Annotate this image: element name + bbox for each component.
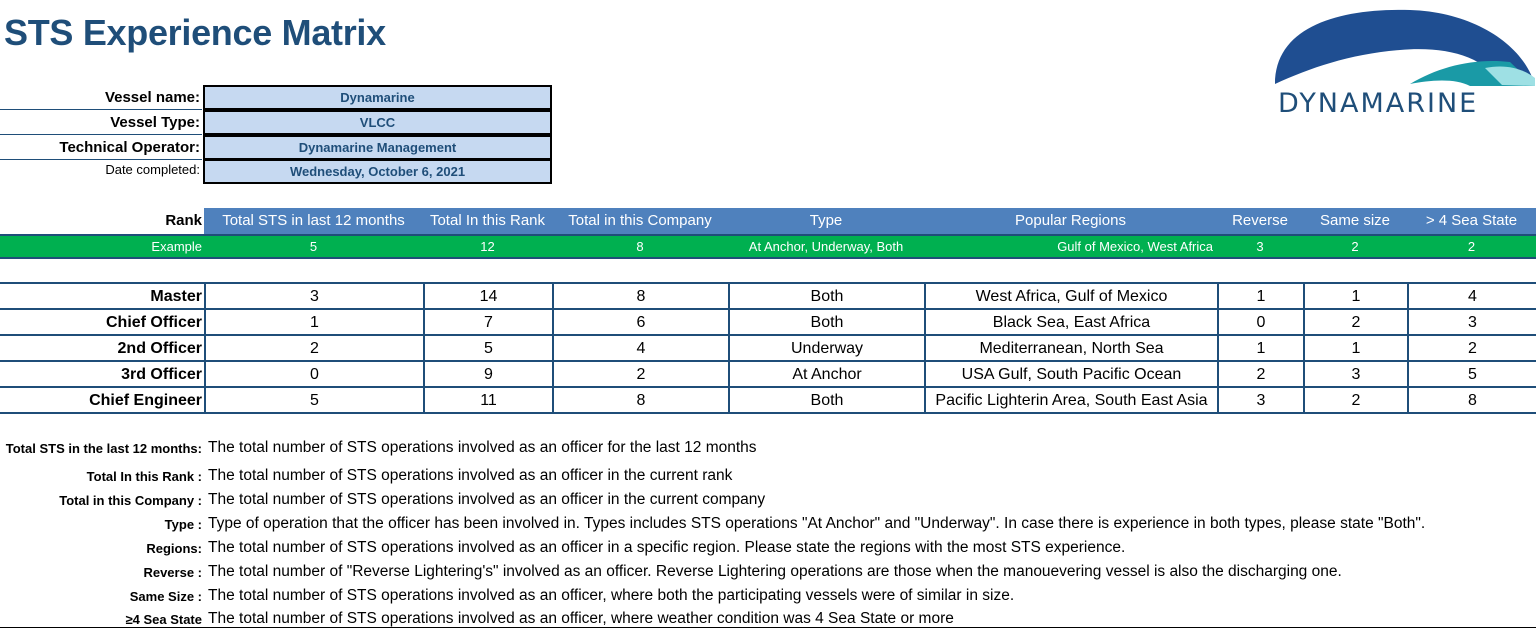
header-rank: Rank (0, 208, 204, 234)
vessel-type-label: Vessel Type: (0, 110, 202, 135)
cell-total-sts[interactable]: 5 (204, 388, 423, 412)
bottom-divider (0, 627, 1536, 628)
row-rank: Master (150, 288, 202, 305)
technical-operator-field[interactable]: Dynamarine Management (203, 135, 552, 160)
cell-total-company[interactable]: 4 (552, 336, 728, 360)
cell-sea-state[interactable]: 8 (1407, 388, 1536, 412)
cell-total-company[interactable]: 6 (552, 310, 728, 334)
legend-item (0, 467, 1536, 489)
header-total-company: Total in this Company (552, 208, 728, 234)
header-total-sts: Total STS in last 12 months (204, 208, 423, 234)
cell-total-rank[interactable]: 9 (423, 362, 552, 386)
row-rank: Chief Officer (105, 314, 202, 331)
example-reverse: 3 (1256, 239, 1264, 254)
table-row (0, 336, 1536, 362)
cell-regions[interactable]: Black Sea, East Africa (924, 310, 1217, 334)
cell-same-size[interactable]: 1 (1303, 284, 1407, 308)
cell-total-rank[interactable]: 5 (423, 336, 552, 360)
cell-sea-state[interactable]: 4 (1407, 284, 1536, 308)
vessel-name-label: Vessel name: (0, 85, 202, 110)
legend-label: Type : (164, 517, 202, 532)
cell-sea-state[interactable]: 3 (1407, 310, 1536, 334)
cell-type[interactable]: Both (728, 284, 924, 308)
example-total-sts: 5 (309, 239, 318, 254)
date-completed-label: Date completed: (105, 162, 200, 177)
vessel-name-field[interactable]: Dynamarine (203, 85, 552, 110)
date-completed-field[interactable]: Wednesday, October 6, 2021 (203, 159, 552, 184)
header-sea-state: > 4 Sea State (1407, 208, 1536, 234)
example-same-size: 2 (1351, 239, 1359, 254)
cell-total-company[interactable]: 8 (552, 284, 728, 308)
legend-item (0, 439, 1536, 461)
table-row (0, 362, 1536, 388)
cell-type[interactable]: Underway (728, 336, 924, 360)
example-rank: Example (151, 239, 202, 254)
cell-same-size[interactable]: 3 (1303, 362, 1407, 386)
cell-total-sts[interactable]: 3 (204, 284, 423, 308)
legend-label: Total In this Rank : (86, 469, 202, 484)
cell-reverse[interactable]: 3 (1217, 388, 1303, 412)
cell-same-size[interactable]: 1 (1303, 336, 1407, 360)
example-total-company: 8 (636, 239, 644, 254)
cell-same-size[interactable]: 2 (1303, 388, 1407, 412)
legend-item (0, 515, 1536, 537)
cell-regions[interactable]: Pacific Lighterin Area, South East Asia (924, 388, 1217, 412)
cell-type[interactable]: At Anchor (728, 362, 924, 386)
table-header (0, 208, 1536, 234)
header-type: Type (728, 208, 924, 234)
vessel-type-field[interactable]: VLCC (203, 110, 552, 135)
header-total-rank: Total In this Rank (423, 208, 552, 234)
cell-same-size[interactable]: 2 (1303, 310, 1407, 334)
legend-text: The total number of STS operations involved as an officer in the current company (208, 491, 766, 508)
legend-label: Reverse : (143, 565, 202, 580)
cell-reverse[interactable]: 2 (1217, 362, 1303, 386)
example-total-rank: 12 (480, 239, 495, 254)
legend-item (0, 491, 1536, 513)
legend-item (0, 587, 1536, 609)
legend-label: Same Size : (129, 589, 202, 604)
table-row (0, 284, 1536, 310)
table-row (0, 388, 1536, 414)
legend-label: ≥4 Sea State (125, 612, 202, 627)
legend-text: The total number of STS operations involved as an officer, where weather condition was 4 Sea State or more (208, 610, 954, 627)
cell-reverse[interactable]: 0 (1217, 310, 1303, 334)
example-sea-state: 2 (1467, 239, 1476, 254)
legend-label: Regions: (146, 541, 202, 556)
cell-reverse[interactable]: 1 (1217, 284, 1303, 308)
cell-total-sts[interactable]: 2 (204, 336, 423, 360)
cell-regions[interactable]: West Africa, Gulf of Mexico (924, 284, 1217, 308)
cell-total-rank[interactable]: 11 (423, 388, 552, 412)
cell-type[interactable]: Both (728, 310, 924, 334)
legend-text: The total number of STS operations involved as an officer for the last 12 months (208, 439, 757, 456)
page-title: STS Experience Matrix (4, 12, 386, 53)
header-reverse: Reverse (1217, 208, 1303, 234)
legend-text: The total number of STS operations involved as an officer in the current rank (208, 467, 733, 484)
legend-text: The total number of "Reverse Lightering's" involved as an officer. Reverse Lightering operations are those when the manouevering vessel is also the discharging one. (208, 563, 1342, 580)
cell-regions[interactable]: USA Gulf, South Pacific Ocean (924, 362, 1217, 386)
cell-total-company[interactable]: 2 (552, 362, 728, 386)
table-row (0, 310, 1536, 336)
cell-sea-state[interactable]: 2 (1407, 336, 1536, 360)
legend-text: The total number of STS operations involved as an officer in a specific region. Please state the regions with the most STS experience. (208, 539, 1126, 556)
cell-total-rank[interactable]: 7 (423, 310, 552, 334)
cell-regions[interactable]: Mediterranean, North Sea (924, 336, 1217, 360)
cell-total-sts[interactable]: 1 (204, 310, 423, 334)
cell-sea-state[interactable]: 5 (1407, 362, 1536, 386)
legend-label: Total STS in the last 12 months: (5, 441, 202, 456)
technical-operator-label: Technical Operator: (0, 135, 202, 160)
cell-type[interactable]: Both (728, 388, 924, 412)
legend-text: Type of operation that the officer has been involved in. Types includes STS operations "At Anchor" and "Underway". In case there is experience in both types, please state "Both". (208, 515, 1426, 532)
row-rank: Chief Engineer (89, 392, 202, 409)
cell-total-sts[interactable]: 0 (204, 362, 423, 386)
header-same-size: Same size (1303, 208, 1407, 234)
logo-text: DYNAMARINE (1278, 88, 1479, 119)
legend-item (0, 563, 1536, 585)
cell-total-rank[interactable]: 14 (423, 284, 552, 308)
legend-text: The total number of STS operations involved as an officer, where both the participating vessels were of similar in size. (208, 587, 1015, 604)
legend-label: Total in this Company : (59, 493, 202, 508)
example-row (0, 234, 1536, 259)
example-type: At Anchor, Underway, Both (748, 239, 904, 254)
example-regions: Gulf of Mexico, West Africa (1057, 239, 1213, 254)
header-regions: Popular Regions (924, 208, 1217, 234)
legend-item (0, 539, 1536, 561)
cell-total-company[interactable]: 8 (552, 388, 728, 412)
row-rank: 2nd Officer (117, 340, 202, 357)
row-rank: 3rd Officer (121, 366, 202, 383)
cell-reverse[interactable]: 1 (1217, 336, 1303, 360)
